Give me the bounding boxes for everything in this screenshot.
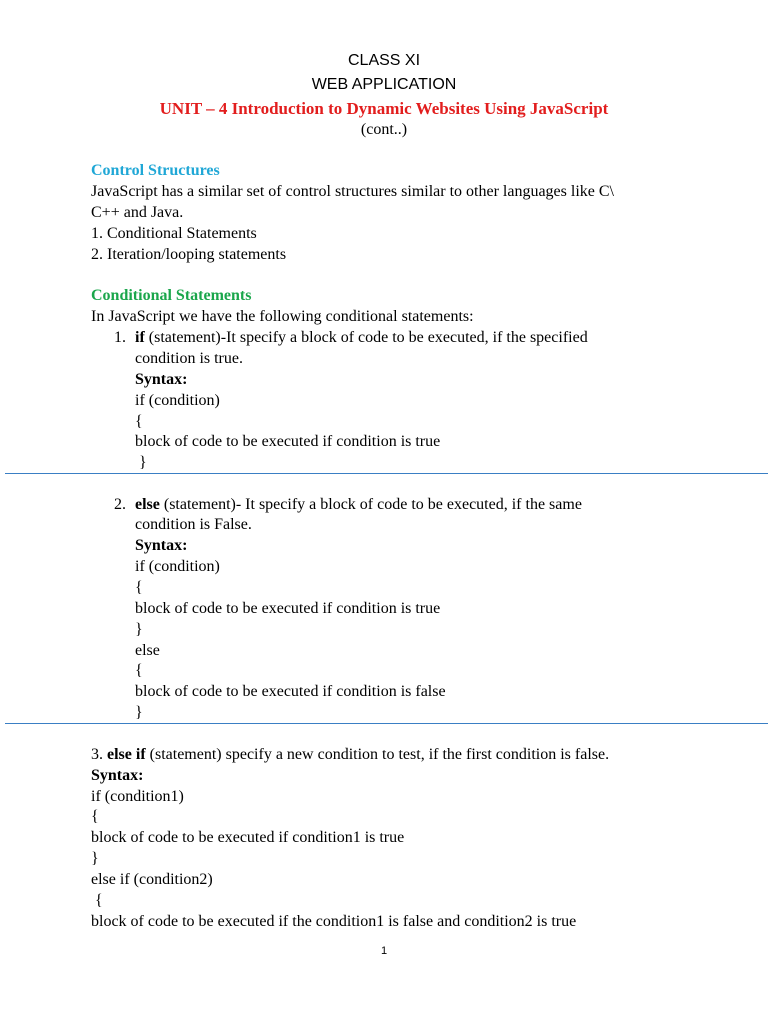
item2-code-line: } <box>135 704 143 721</box>
item3-description: (statement) specify a new condition to test, if the first condition is false. <box>145 746 610 763</box>
item3-code-line: { <box>91 808 99 825</box>
item1-number: 1. <box>114 329 126 346</box>
item3-syntax-label: Syntax: <box>91 767 144 784</box>
item3-code-line: block of code to be executed if the condition1 is false and condition2 is true <box>91 913 577 930</box>
conditional-intro: In JavaScript we have the following conditional statements: <box>91 308 474 325</box>
item2-code-line: block of code to be executed if condition is true <box>135 600 441 617</box>
item1-code-line: { <box>135 413 143 430</box>
item2-code-line: block of code to be executed if condition is false <box>135 683 446 700</box>
control-paragraph-line2: C++ and Java. <box>91 204 184 221</box>
item1-text <box>135 328 588 348</box>
item1-code-line: block of code to be executed if condition is true <box>135 433 441 450</box>
unit-title: UNIT – 4 Introduction to Dynamic Websites Using JavaScript <box>159 99 609 118</box>
item2-number: 2. <box>114 496 126 513</box>
item1-description-cont: condition is true. <box>135 350 243 367</box>
item1-code-line: if (condition) <box>135 392 220 409</box>
item3-code-line: else if (condition2) <box>91 871 213 888</box>
item3-code-line: } <box>91 850 99 867</box>
section-divider <box>5 473 768 474</box>
item1-syntax-label: Syntax: <box>135 371 188 388</box>
item2-code-line: if (condition) <box>135 558 220 575</box>
item1-keyword: if <box>135 329 145 346</box>
item2-text <box>135 495 582 515</box>
item1-code-line: } <box>135 454 147 471</box>
list-item-iteration: 2. Iteration/looping statements <box>91 246 287 263</box>
item3-code-line: { <box>91 892 103 909</box>
item2-code-line: { <box>135 662 143 679</box>
item2-code-line: { <box>135 579 143 596</box>
control-paragraph-line1: JavaScript has a similar set of control structures similar to other languages like C\ <box>91 183 614 200</box>
conditional-statements-heading: Conditional Statements <box>91 287 252 304</box>
item3-number: 3. <box>91 746 107 763</box>
section-divider <box>5 723 768 724</box>
item1-description: (statement)-It specify a block of code to be executed, if the specified <box>144 329 588 346</box>
subject-title: WEB APPLICATION <box>311 76 457 93</box>
item2-description-cont: condition is False. <box>135 516 252 533</box>
page-number: 1 <box>380 945 388 957</box>
item3-code-line: block of code to be executed if condition1 is true <box>91 829 405 846</box>
list-item-conditional: 1. Conditional Statements <box>91 225 257 242</box>
item2-keyword: else <box>135 496 160 513</box>
control-structures-heading: Control Structures <box>91 162 220 179</box>
item3-text <box>91 745 609 765</box>
item3-code-line: if (condition1) <box>91 788 184 805</box>
item2-code-line: else <box>135 642 160 659</box>
item2-syntax-label: Syntax: <box>135 537 188 554</box>
class-title: CLASS XI <box>347 52 421 69</box>
item2-description: (statement)- It specify a block of code to be executed, if the same <box>159 496 582 513</box>
cont-label: (cont..) <box>360 121 408 138</box>
item3-keyword: else if <box>107 746 146 763</box>
item2-code-line: } <box>135 621 143 638</box>
